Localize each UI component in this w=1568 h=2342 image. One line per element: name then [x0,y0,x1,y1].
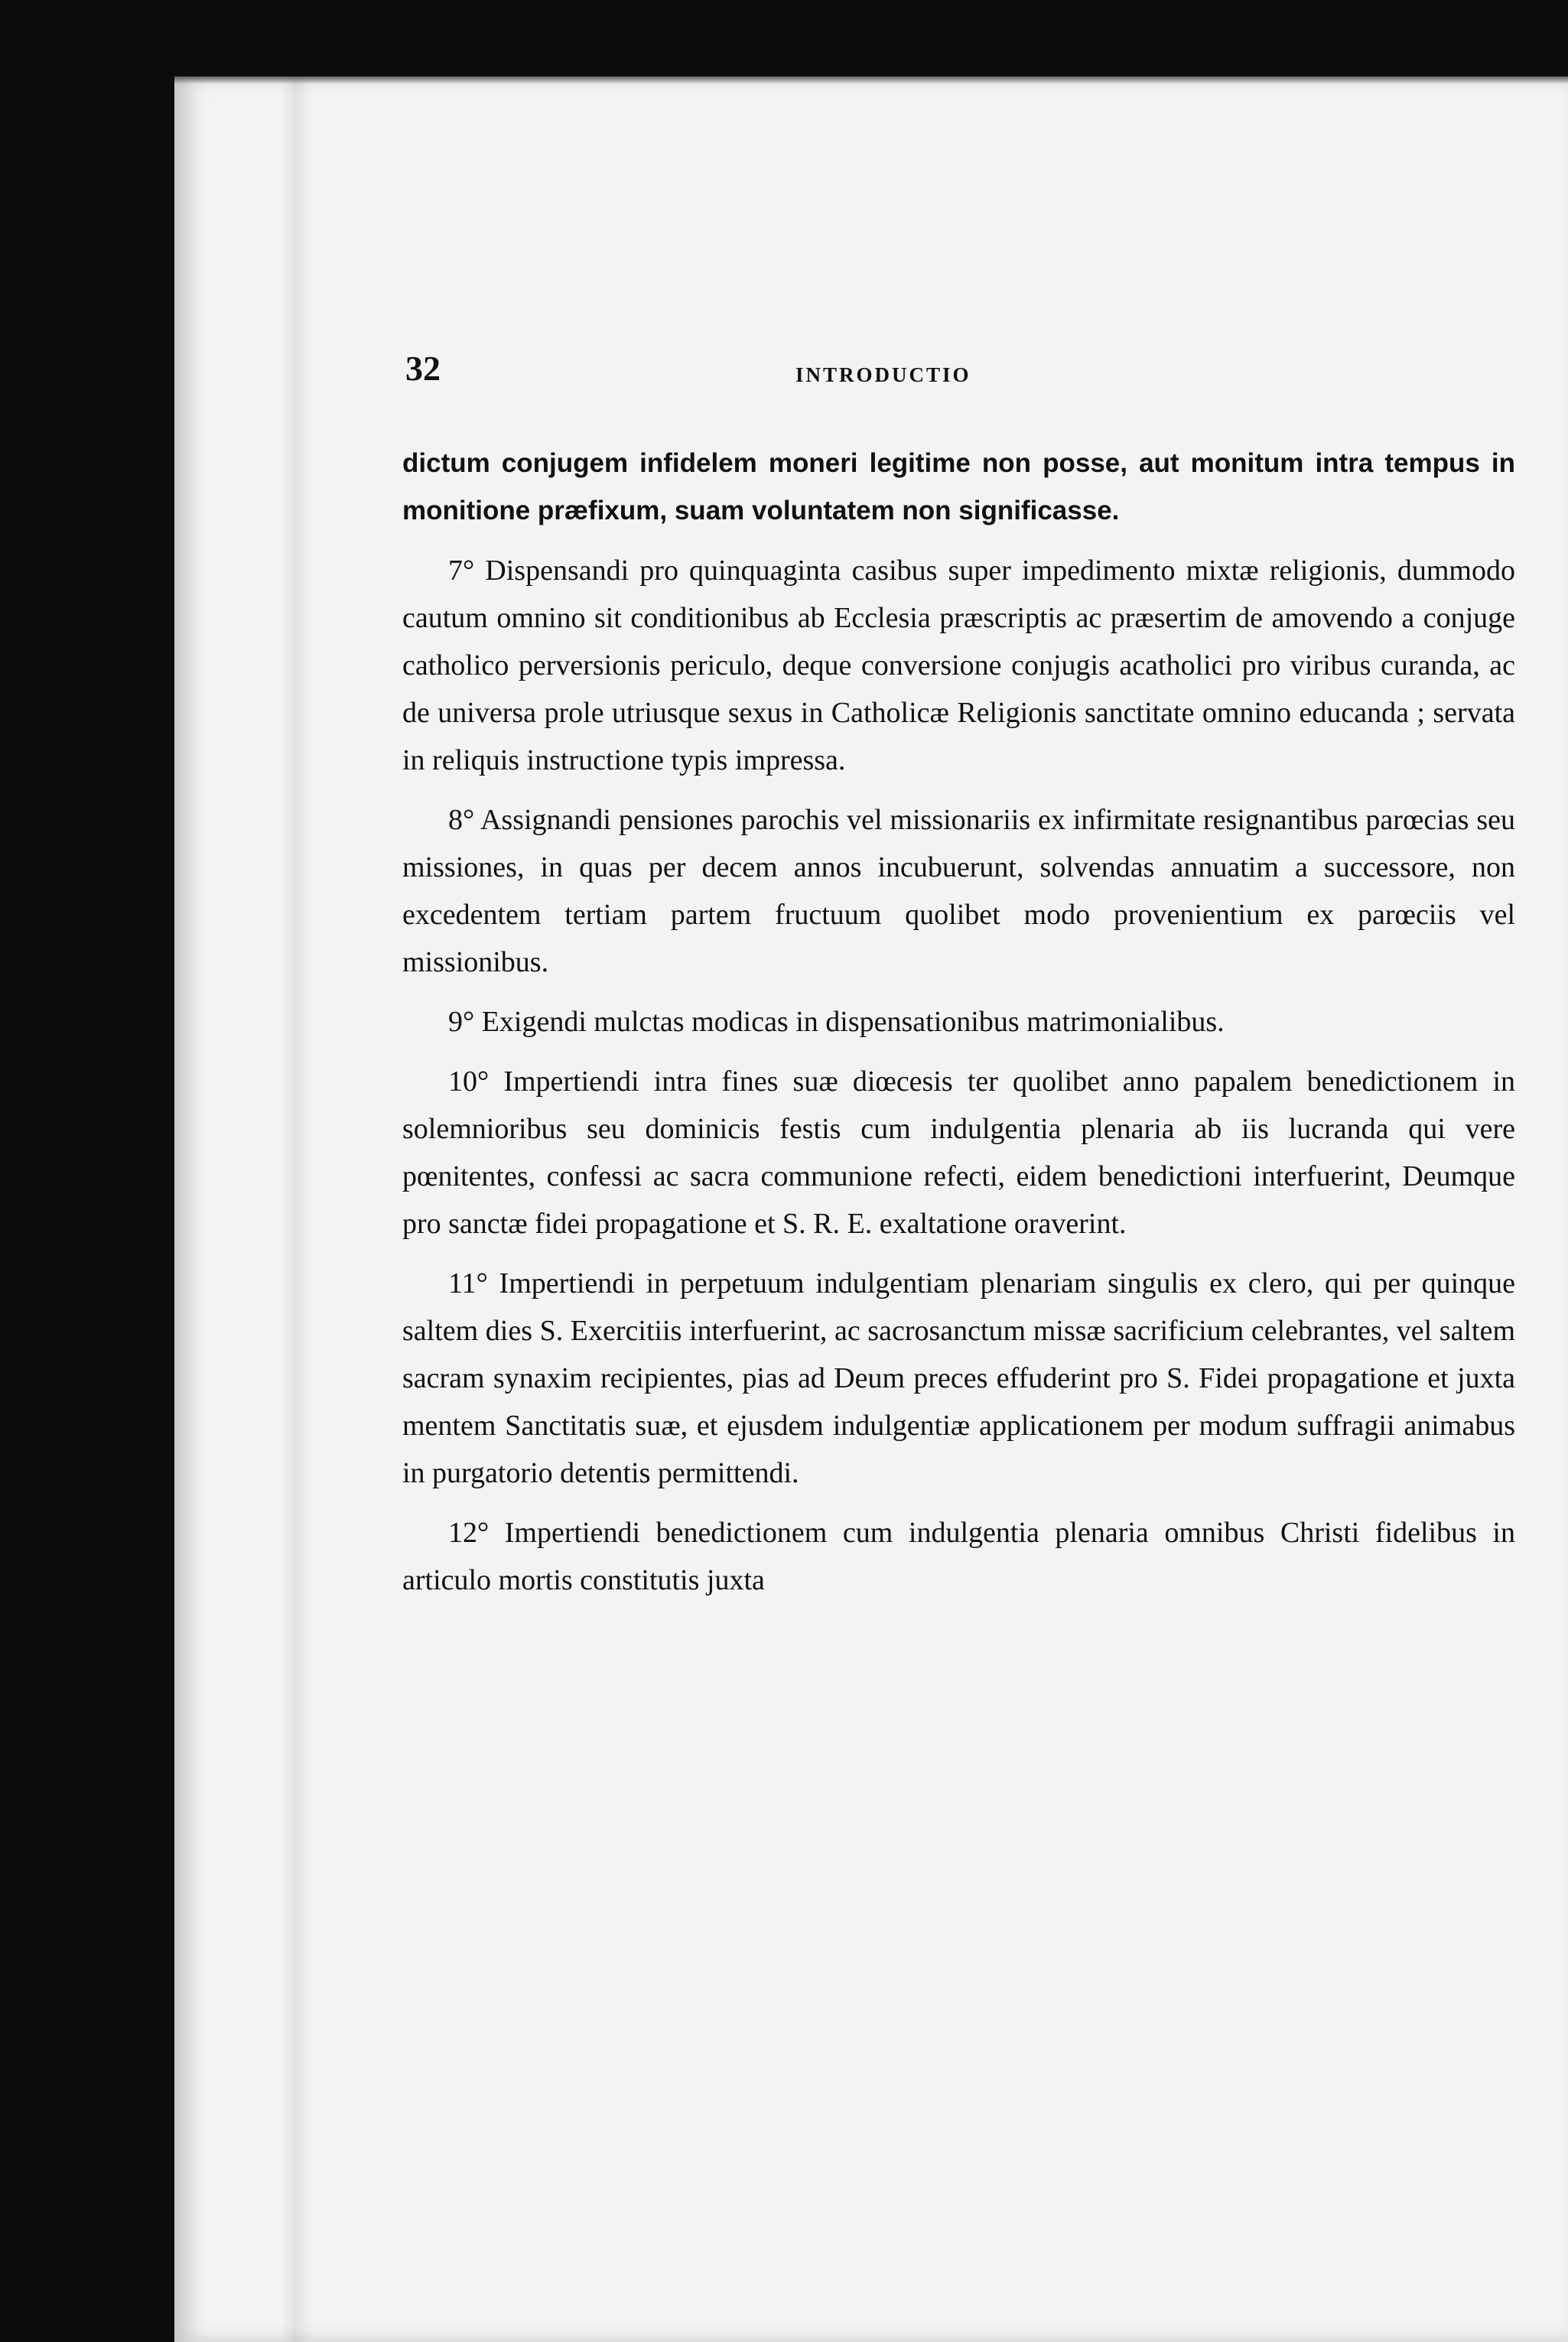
page-gutter-shadow [281,76,312,2342]
running-head: INTRODUCTIO [795,363,971,386]
body-text [402,440,1515,1616]
paragraph-item-12: 12° Impertiendi benedictionem cum indulgentia plenaria omnibus Christi fidelibus in articulo mortis constitutis juxta [402,1517,1515,1596]
paragraph-item-7: 7° Dispensandi pro quinquaginta casibus super impedimento mixtæ religionis, dummodo cautum omnino sit conditionibus ab Ecclesia præscriptis ac præsertim de amovendo a conjuge catholico perversionis periculo, deque conversione conjugis acatholici pro viribus curanda, ac de universa prole utriusque sexus in Catholicæ Religionis sanctitate omnino educanda ; servata in reliquis instructione typis impressa. [402,555,1515,776]
page-top-shadow [174,76,1568,84]
paragraph-item-10: 10° Impertiendi intra fines suæ diœcesis ter quolibet anno papalem benedictionem in solemnioribus seu dominicis festis cum indulgentia plenaria ab iis lucranda qui vere pœnitentes, confessi ac sacra communione refecti, eidem benedictioni interfuerint, Deumque pro sanctæ fidei propagatione et S. R. E. exaltatione oraverint. [402,1065,1515,1240]
paragraph-item-8: 8° Assignandi pensiones parochis vel missionariis ex infirmitate resignantibus parœcias seu missiones, in quas per decem annos incubuerunt, solvendas annuatim a successore, non excedentem tertiam partem fructuum quolibet modo provenientium ex parœciis vel missionibus. [402,804,1515,978]
paragraph-item-11: 11° Impertiendi in perpetuum indulgentiam plenariam singulis ex clero, qui per quinque saltem dies S. Exercitiis interfuerint, ac sacrosanctum missæ sacrificium celebrantes, vel saltem sacram synaxim recipientes, pias ad Deum preces effuderint pro S. Fidei propagatione et juxta mentem Sanctitatis suæ, et ejusdem indulgentiæ applicationem per modum suffragii animabus in purgatorio detentis permittendi. [402,1267,1515,1489]
page-number: 32 [405,349,441,388]
page-header [405,348,1476,394]
paragraph-continuation: dictum conjugem infidelem moneri legitime non posse, aut monitum intra tempus in monitione præfixum, suam voluntatem non significasse. [402,448,1515,525]
paragraph-item-9: 9° Exigendi mulctas modicas in dispensationibus matrimonialibus. [448,1006,1225,1038]
